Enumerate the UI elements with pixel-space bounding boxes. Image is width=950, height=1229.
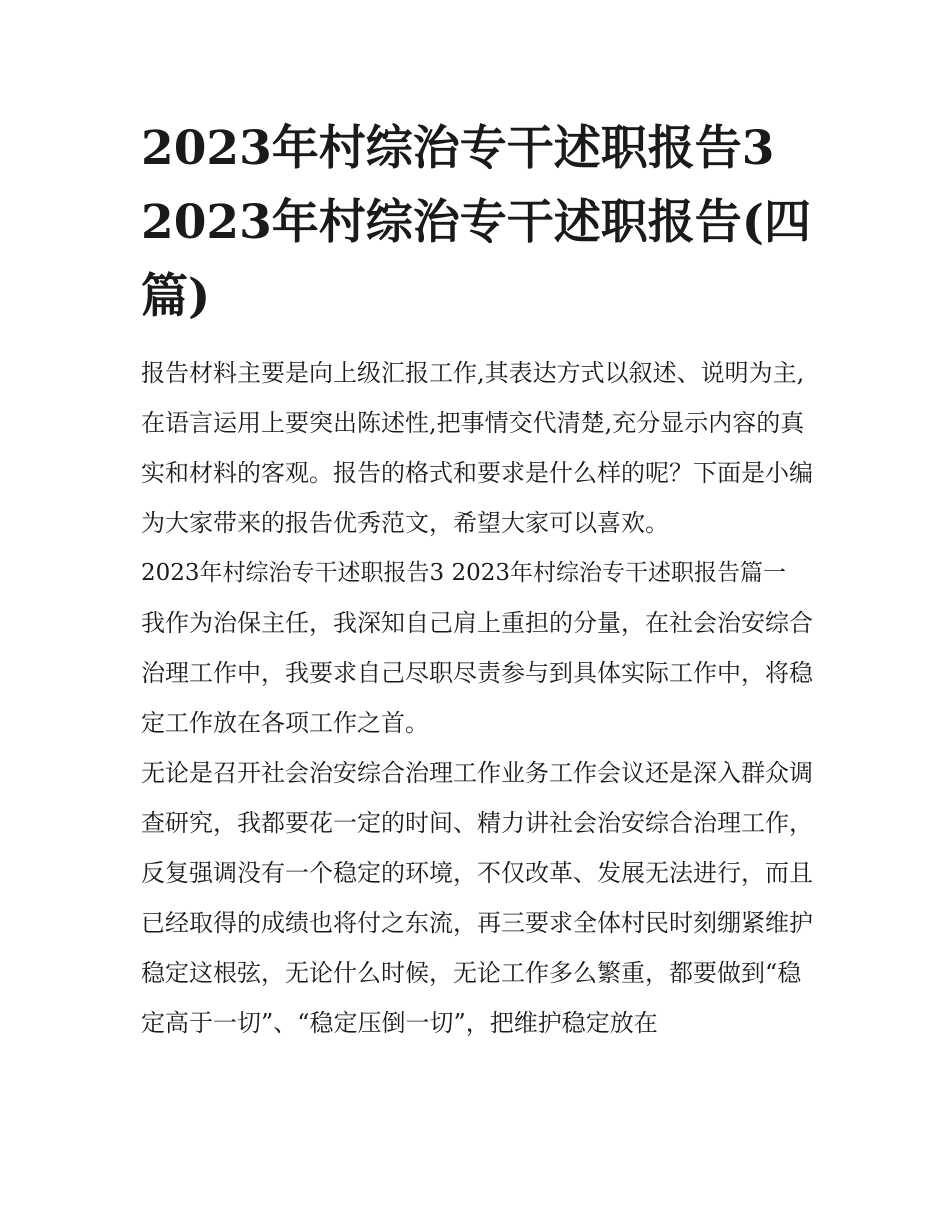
document-title: 2023年村综治专干述职报告3 2023年村综治专干述职报告(四篇)	[141, 121, 812, 324]
body-paragraph-1: 我作为治保主任，我深知自己肩上重担的分量，在社会治安综合治理工作中，我要求自己尽职尽责参与到具体实际工作中，将稳定工作放在各项工作之首。	[141, 609, 813, 737]
intro-paragraph: 报告材料主要是向上级汇报工作,其表达方式以叙述、说明为主,在语言运用上要突出陈述性,把事情交代清楚,充分显示内容的真实和材料的客观。报告的格式和要求是什么样的呢？下面是小编为大家带来的报告优秀范文，希望大家可以喜欢。	[141, 359, 813, 537]
section-heading: 2023年村综治专干述职报告3 2023年村综治专干述职报告篇一	[141, 560, 787, 586]
body-paragraph-2: 无论是召开社会治安综合治理工作业务工作会议还是深入群众调查研究，我都要花一定的时间、精力讲社会治安综合治理工作，反复强调没有一个稳定的环境，不仅改革、发展无法进行，而且已经取得的成绩也将付之东流，再三要求全体村民时刻绷紧维护稳定这根弦，无论什么时候，无论工作多么繁重，都要做到“稳定高于一切”、“稳定压倒一切”，把维护稳定放在	[141, 759, 813, 1037]
document-page	[141, 112, 813, 1048]
